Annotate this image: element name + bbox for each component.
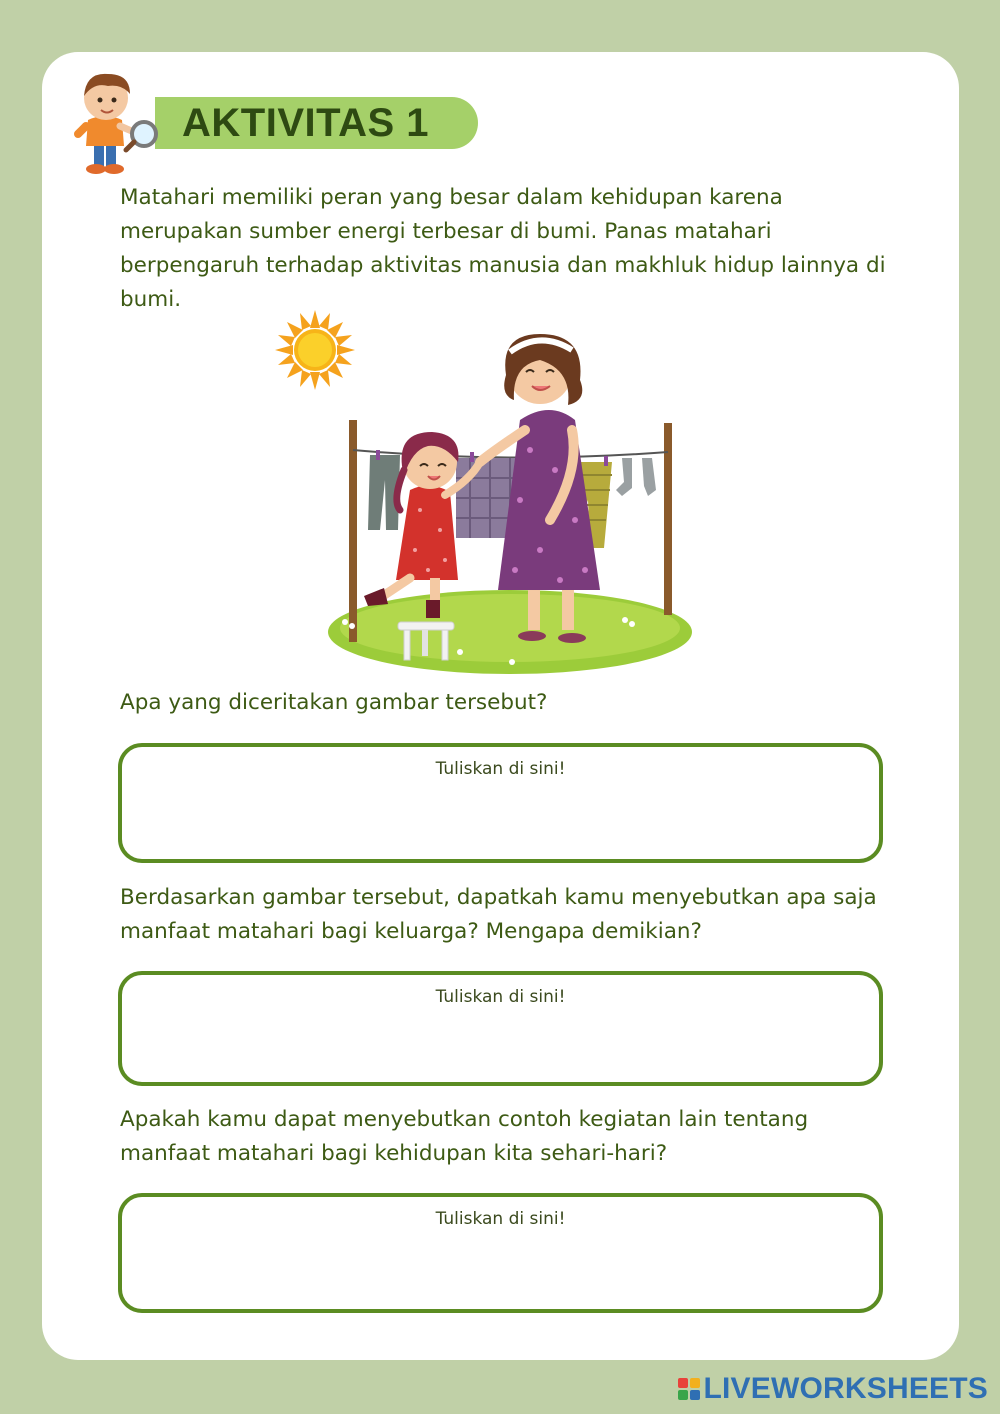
page-title: AKTIVITAS 1 — [182, 101, 430, 145]
answer-placeholder-1: Tuliskan di sini! — [435, 759, 566, 779]
liveworksheets-logo[interactable] — [678, 1372, 989, 1406]
answer-box-3[interactable] — [118, 1193, 883, 1313]
liveworksheets-logo-text: LIVEWORKSHEETS — [703, 1372, 988, 1405]
answer-placeholder-3: Tuliskan di sini! — [435, 1209, 566, 1229]
clothesline-illustration — [270, 305, 710, 685]
answer-box-2[interactable] — [118, 971, 883, 1086]
liveworksheets-logo-icon — [678, 1378, 700, 1400]
intro-paragraph: Matahari memiliki peran yang besar dalam kehidupan karena merupakan sumber energi terbesar di bumi. Panas matahari berpengaruh terhadap aktivitas manusia dan makhluk hidup lainnya di bumi. — [120, 185, 886, 312]
question-3-text: Apakah kamu dapat menyebutkan contoh kegiatan lain tentang manfaat matahari bagi kehidupan kita sehari-hari? — [120, 1107, 809, 1166]
answer-placeholder-2: Tuliskan di sini! — [435, 987, 566, 1007]
answer-box-1[interactable] — [118, 743, 883, 863]
question-2-text: Berdasarkan gambar tersebut, dapatkah kamu menyebutkan apa saja manfaat matahari bagi keluarga? Mengapa demikian? — [120, 885, 877, 944]
question-1-text: Apa yang diceritakan gambar tersebut? — [120, 690, 548, 715]
boy-with-magnifier-icon — [72, 68, 164, 176]
